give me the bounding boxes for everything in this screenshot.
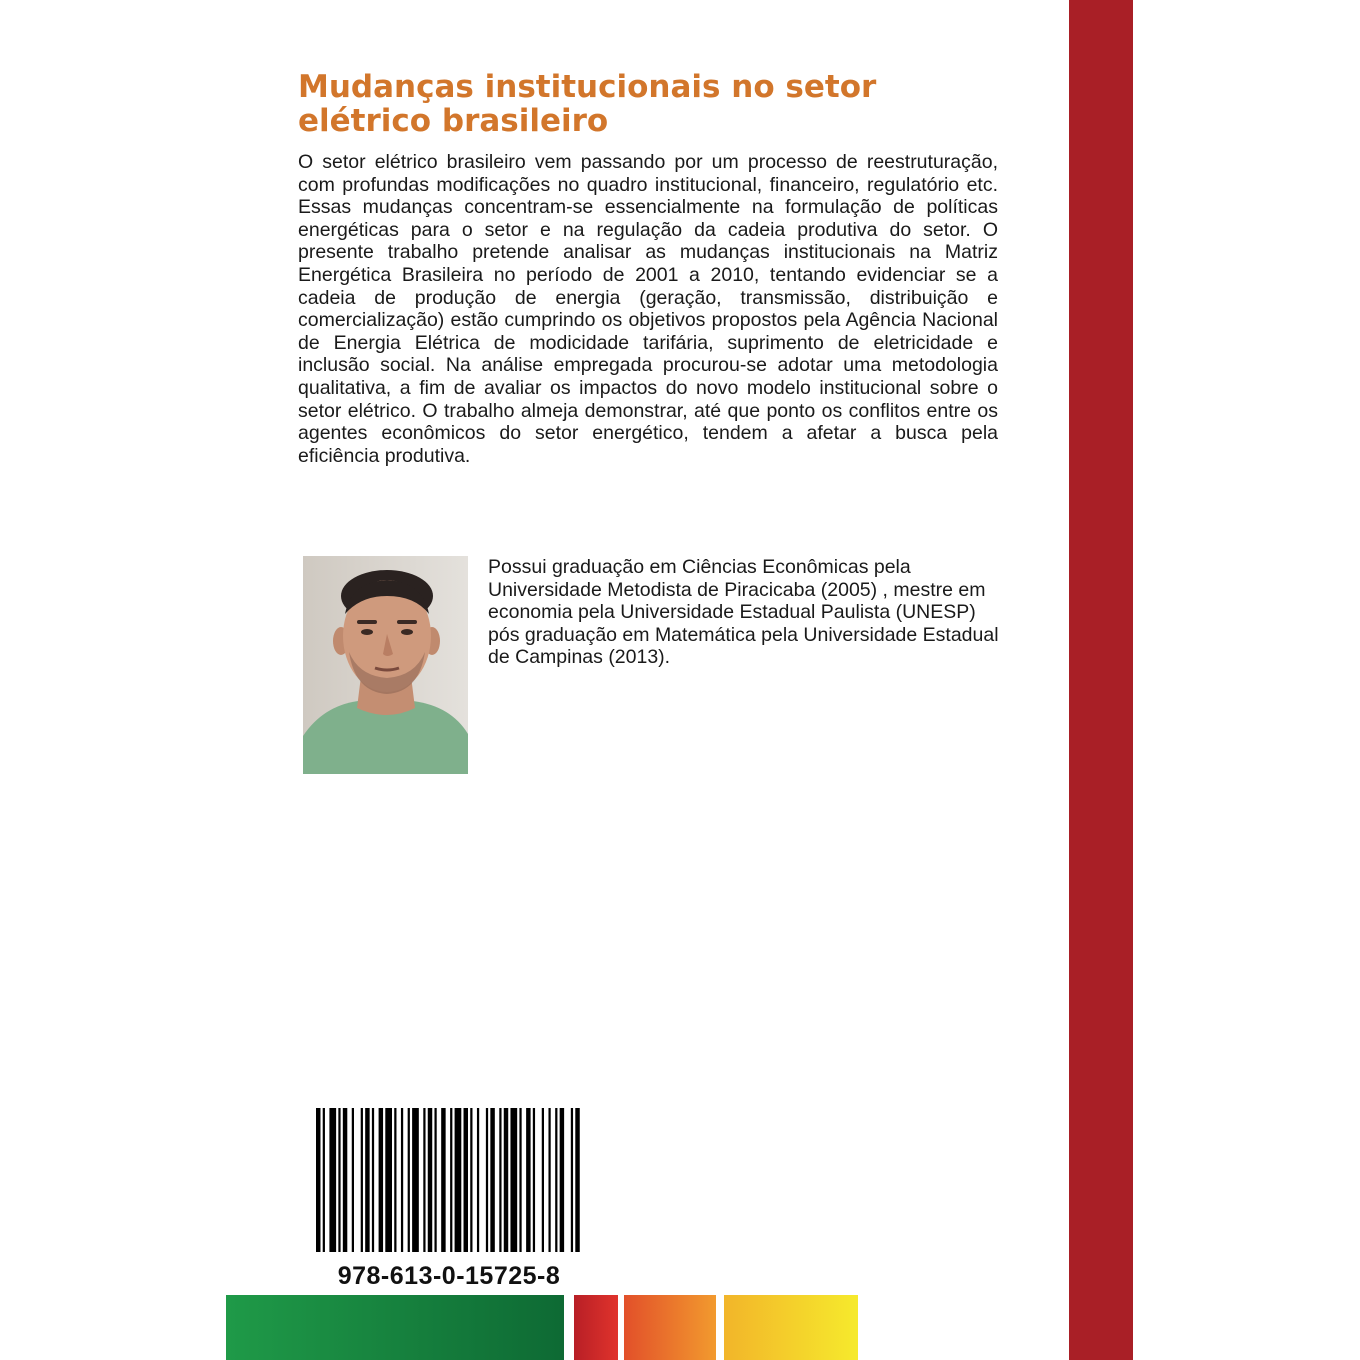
barcode [316, 1108, 582, 1252]
barcode-bar [533, 1108, 535, 1252]
color-band-red [574, 1295, 618, 1360]
barcode-bar [519, 1108, 521, 1252]
author-bio: Possui graduação em Ciências Econômicas pela Universidade Metodista de Piracicaba (2005) , mestre em economia pela Universidade Estadual Paulista (UNESP) pós graduação em Matemática pela Universidade Estadual de Campinas (2013). [488, 556, 999, 669]
barcode-bar [490, 1108, 494, 1252]
barcode-bar [526, 1108, 530, 1252]
barcode-bar [323, 1108, 325, 1252]
barcode-bar [548, 1108, 550, 1252]
barcode-bar [385, 1108, 392, 1252]
barcode-bar [329, 1108, 336, 1252]
color-band-orange [624, 1295, 716, 1360]
barcode-bar [316, 1108, 320, 1252]
barcode-bar [441, 1108, 445, 1252]
barcode-bar [477, 1108, 479, 1252]
barcode-bar [338, 1108, 340, 1252]
barcode-bar [504, 1108, 508, 1252]
barcode-bar [499, 1108, 501, 1252]
barcode-bar [352, 1108, 354, 1252]
barcode-bar [455, 1108, 462, 1252]
barcode-bar [401, 1108, 403, 1252]
barcode-bar [542, 1108, 544, 1252]
book-blurb: O setor elétrico brasileiro vem passando por um processo de reestruturação, com profundas modificações no quadro institucional, financeiro, regulatório etc. Essas mudanças concentram-se essencialmente na formulação de políticas energéticas para o setor e na regulação da cadeia produtiva do setor. O presente trabalho pretende analisar as mudanças institucionais na Matriz Energética Brasileira no período de 2001 a 2010, tentando evidenciar se a cadeia de produção de energia (geração, transmissão, distribuição e comercialização) estão cumprindo os objetivos propostos pela Agência Nacional de Energia Elétrica de modicidade tarifária, suprimento de eletricidade e inclusão social. Na análise empregada procurou-se adotar uma metodologia qualitativa, a fim de avaliar os impactos do novo modelo institucional sobre o setor elétrico. O trabalho almeja demonstrar, até que ponto os conflitos entre os agentes econômicos do setor energético, tendem a afetar a busca pela eficiência produtiva. [298, 151, 998, 467]
barcode-bar [394, 1108, 396, 1252]
barcode-bar [560, 1108, 564, 1252]
barcode-bar [343, 1108, 347, 1252]
book-title: Mudanças institucionais no setor elétrico brasileiro [298, 69, 877, 139]
isbn-number: 978-613-0-15725-8 [337, 1262, 561, 1290]
barcode-bar [412, 1108, 419, 1252]
barcode-bar [470, 1108, 472, 1252]
spine-stripe [1069, 0, 1133, 1360]
barcode-bar [464, 1108, 468, 1252]
barcode-bar [365, 1108, 369, 1252]
barcode-bar [434, 1108, 436, 1252]
barcode-bar [486, 1108, 488, 1252]
barcode-bar [423, 1108, 425, 1252]
barcode-bar [575, 1108, 579, 1252]
barcode-bar [361, 1108, 363, 1252]
barcode-bar [428, 1108, 432, 1252]
barcode-bar [450, 1108, 452, 1252]
barcode-bar [372, 1108, 374, 1252]
color-band-green [226, 1295, 564, 1360]
color-band-yellow [724, 1295, 858, 1360]
barcode-bar [408, 1108, 410, 1252]
barcode-bar [571, 1108, 573, 1252]
barcode-bar [510, 1108, 517, 1252]
barcode-bar [379, 1108, 383, 1252]
barcode-bar [555, 1108, 557, 1252]
author-photo [303, 556, 468, 774]
